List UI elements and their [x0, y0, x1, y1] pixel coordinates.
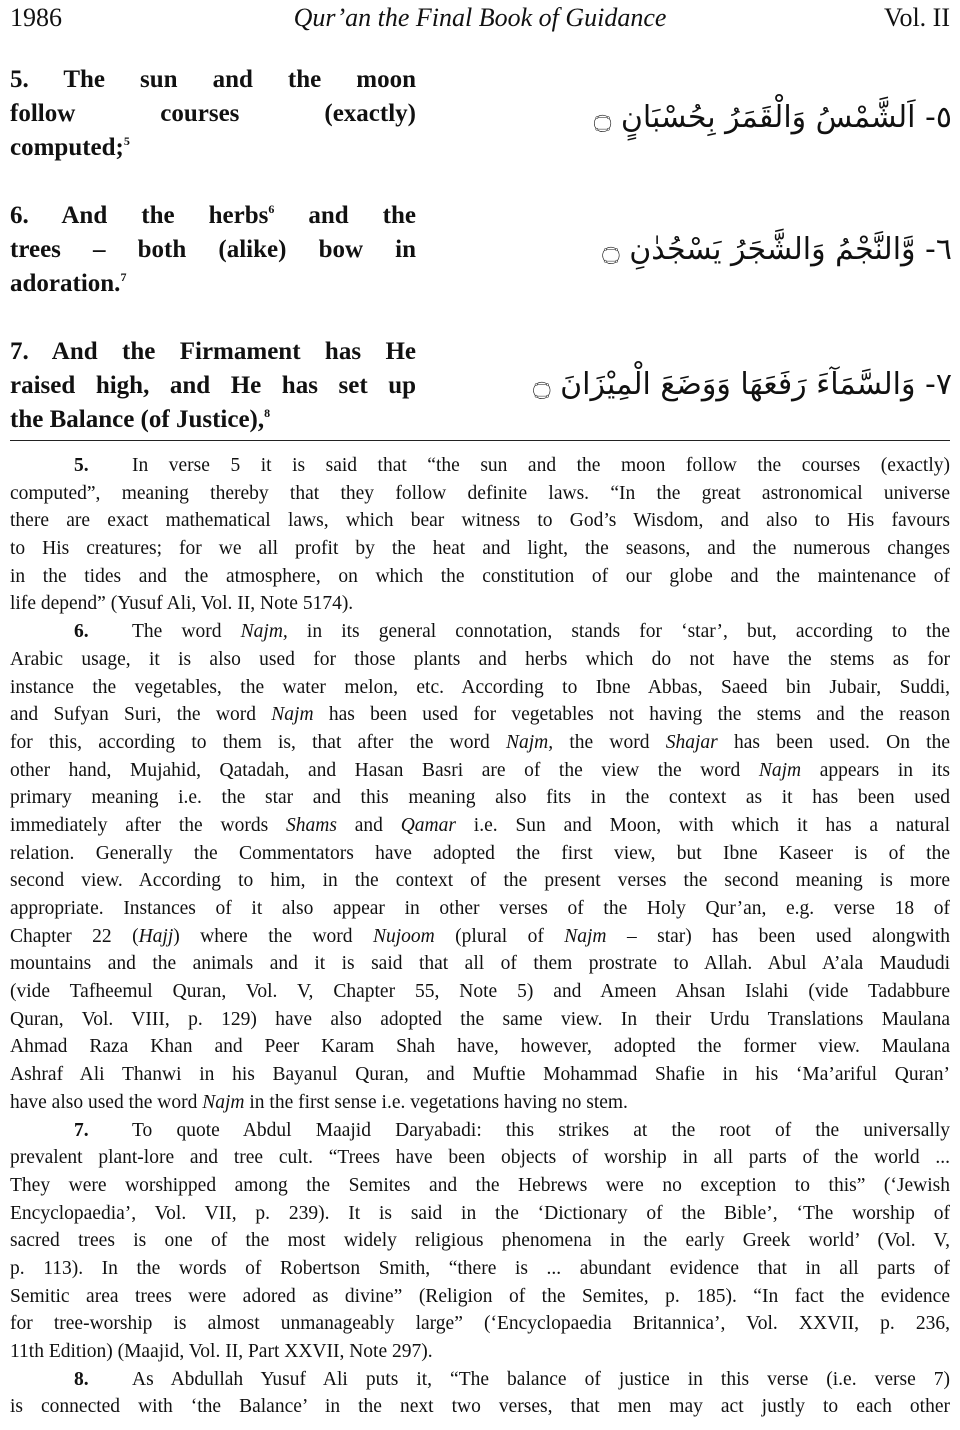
note-text: i.e. Sun and Moon, with which it has a natural [455, 814, 950, 836]
note-6 [10, 618, 950, 1116]
note-text: (plural of [434, 925, 565, 947]
note-line [10, 1117, 950, 1145]
note-text: and Sufyan Suri, the word [10, 704, 272, 726]
note-text: Arabic usage, it is also used for those plants and herbs which do not have the stems as for [10, 648, 950, 670]
note-line [10, 923, 950, 951]
note-text: second view. According to him, in the context of the present verses the second meaning is more [10, 870, 950, 892]
note-text: p. 113). In the words of Robertson Smith, “there is ... abundant evidence that in all parts of [10, 1257, 950, 1279]
italic-term: Qamar [400, 814, 456, 836]
footnote-marker: 7 [120, 270, 127, 284]
footnote-marker: 8 [264, 406, 271, 420]
note-line [10, 1393, 950, 1421]
italic-term: Najm, [505, 731, 554, 753]
note-text: (vide Tafheemul Quran, Vol. V, Chapter 55, Note 5) and Ameen Ahsan Islahi (vide Tadabbure [10, 981, 950, 1003]
italic-term: Najm [564, 925, 607, 947]
footnote-marker: 5 [123, 134, 130, 148]
note-text: prevalent plant-lore and tree cult. “Trees have been objects of worship in all parts of the world ... [10, 1147, 950, 1169]
verse-line [10, 199, 416, 233]
footnote-marker: 6 [268, 202, 275, 216]
note-line [10, 978, 950, 1006]
note-text: mountains and the animals and it is said that all of them prostrate to Allah. Abul A’ala Maududi [10, 953, 950, 975]
verse-line: follow courses (exactly) [10, 100, 416, 127]
note-text: is connected with ‘the Balance’ in the next two verses, that men may act justly to each other [10, 1396, 950, 1418]
note-line [10, 757, 950, 785]
note-text: there are exact mathematical laws, which bear witness to God’s Wisdom, and also to His favours [10, 510, 950, 532]
note-line [10, 950, 950, 978]
note-number: 7. [74, 1119, 89, 1141]
note-text: Chapter 22 ( [10, 925, 139, 947]
italic-term: Nujoom [372, 925, 435, 947]
note-text: Encyclopaedia’, Vol. VII, p. 239). It is said in the ‘Dictionary of the Bible’, ‘The worship of [10, 1202, 950, 1224]
note-7 [10, 1117, 950, 1366]
note-5 [10, 452, 950, 618]
italic-term: Shams [285, 814, 337, 836]
note-line [10, 867, 950, 895]
note-line [10, 507, 950, 535]
note-line [10, 1227, 950, 1255]
note-line [10, 840, 950, 868]
verse-text: computed; [10, 134, 124, 161]
italic-term: Shajar [665, 731, 718, 753]
note-text: life depend” (Yusuf Ali, Vol. II, Note 5174). [10, 593, 354, 615]
note-line [10, 1033, 950, 1061]
note-text: has been used. On the [717, 731, 951, 753]
note-text: As Abdullah Yusuf Ali puts it, “The balance of justice in this verse (i.e. verse 7) [132, 1368, 950, 1390]
note-line [10, 1144, 950, 1172]
note-line [10, 1061, 950, 1089]
note-text: other hand, Mujahid, Qatadah, and Hasan Basri are of the view the word [10, 759, 759, 781]
note-line [10, 1200, 950, 1228]
divider-rule [10, 440, 950, 441]
note-text: immediately after the words [10, 814, 286, 836]
verse-5-arabic: ٥- اَلشَّمْسُ وَالْقَمَرُ بِحُسْبَانٍ ۝ [593, 100, 952, 135]
note-text: In verse 5 it is said that “the sun and the moon follow the courses (exactly) [132, 455, 950, 476]
italic-term: Hajj [138, 925, 174, 947]
note-number: 6. [74, 621, 89, 643]
note-text: appears in its [801, 759, 950, 781]
note-text: ) where the word [173, 925, 373, 947]
verse-text: 6. And the herbs [10, 202, 269, 229]
verse-6-translation [10, 199, 416, 301]
verse-line [10, 131, 416, 165]
note-text: computed”, meaning thereby that they follow definite laws. “In the great astronomical universe [10, 482, 950, 504]
note-text: in its general connotation, stands for ‘star’, but, according to the [287, 621, 950, 643]
italic-term: Najm [758, 759, 802, 781]
verse-line [10, 403, 416, 437]
note-line [10, 590, 950, 618]
note-line [10, 895, 950, 923]
note-line [10, 1172, 950, 1200]
verse-5-translation [10, 63, 416, 165]
note-text: to His creatures; for we all profit by the heat and light, the seasons, and the numerous changes [10, 538, 950, 560]
verse-line: 7. And the Firmament has He [10, 338, 416, 365]
note-text: sacred trees is one of the most widely religious phenomena in the early Greek world’ (Vol. V, [10, 1230, 950, 1252]
italic-term: Najm [271, 704, 314, 726]
verse-7-arabic: ٧- وَالسَّمَآءَ رَفَعَهَا وَوَضَعَ الْمِيْزَانَ ۝ [532, 367, 952, 402]
note-number: 5. [74, 455, 89, 476]
note-text: Ashraf Ali Thanwi in his Bayanul Quran, and Muftie Mohammad Shafie in his ‘Ma’ariful Quran’ [10, 1064, 950, 1086]
note-text: has been used for vegetables not having the stems and the reason [313, 704, 950, 726]
note-line [10, 646, 950, 674]
note-line [10, 729, 950, 757]
verse-line: raised high, and He has set up [10, 372, 416, 399]
verse-text: adoration. [10, 270, 121, 297]
note-line [10, 563, 950, 591]
italic-term: Najm [202, 1091, 245, 1113]
note-line [10, 1283, 950, 1311]
note-text: and [336, 814, 401, 836]
note-text: 11th Edition) (Maajid, Vol. II, Part XXVII, Note 297). [10, 1341, 433, 1362]
italic-term: Najm, [240, 621, 288, 643]
note-text: They were worshipped among the Semites and the Hebrews were no exception to this” (‘Jewish [10, 1174, 950, 1196]
verse-7-translation [10, 335, 416, 437]
note-text: Quran, Vol. VIII, p. 129) have also adopted the same view. In their Urdu Translations Maulana [10, 1008, 950, 1030]
note-number: 8. [74, 1368, 89, 1390]
note-line [10, 480, 950, 508]
verse-line: 5. The sun and the moon [10, 66, 416, 93]
commentary-notes [10, 452, 950, 1421]
note-text: Ahmad Raza Khan and Peer Karam Shah have, however, adopted the former view. Maulana [10, 1036, 950, 1058]
note-text: instance the vegetables, the water melon, etc. According to Ibne Abbas, Saeed bin Jubair, Suddi, [10, 676, 950, 698]
note-text: have also used the word [10, 1091, 203, 1113]
note-text: The word [132, 621, 241, 643]
note-text: in the tides and the atmosphere, on which the constitution of our globe and the maintenance of [10, 565, 950, 587]
note-text: for tree-worship is almost unmanageably large” (‘Encyclopaedia Britannica’, Vol. XXVII, p. 236, [10, 1313, 950, 1335]
verse-6-arabic: ٦- وَّالنَّجْمُ وَالشَّجَرُ يَسْجُدٰنِ ۝ [602, 232, 952, 267]
note-line [10, 1089, 950, 1117]
verse-text: the Balance (of Justice), [10, 406, 265, 433]
note-line [10, 452, 950, 480]
note-line [10, 701, 950, 729]
note-line [10, 1255, 950, 1283]
note-line [10, 535, 950, 563]
volume-label: Vol. II [884, 3, 950, 32]
note-text: Semitic area trees were adored as divine” (Religion of the Semites, p. 185). “In fact the evidence [10, 1285, 950, 1307]
note-text: To quote Abdul Maajid Daryabadi: this strikes at the root of the universally [132, 1119, 950, 1141]
note-line [10, 1366, 950, 1394]
page-number: 1986 [10, 3, 62, 32]
note-text: – star) has been used alongwith [606, 925, 950, 947]
note-line [10, 1006, 950, 1034]
note-text: in the first sense i.e. vegetations having no stem. [244, 1091, 628, 1113]
note-8 [10, 1366, 950, 1421]
note-line [10, 1310, 950, 1338]
verse-line: trees – both (alike) bow in [10, 236, 416, 263]
verse-text: and the [274, 202, 416, 229]
note-line [10, 674, 950, 702]
note-text: the word [553, 731, 666, 753]
note-line [10, 784, 950, 812]
verse-line [10, 267, 416, 301]
note-text: appropriate. Instances of it also appear in other verses of the Holy Qur’an, e.g. verse 18 of [10, 898, 950, 919]
running-title: Qur’an the Final Book of Guidance [293, 3, 667, 32]
note-line [10, 1338, 950, 1366]
note-text: for this, according to them is, that after the word [10, 731, 506, 753]
note-text: primary meaning i.e. the star and this meaning also fits in the context as it has been used [10, 787, 950, 809]
note-line [10, 618, 950, 646]
note-text: relation. Generally the Commentators have adopted the first view, but Ibne Kaseer is of the [10, 842, 950, 864]
note-line [10, 812, 950, 840]
